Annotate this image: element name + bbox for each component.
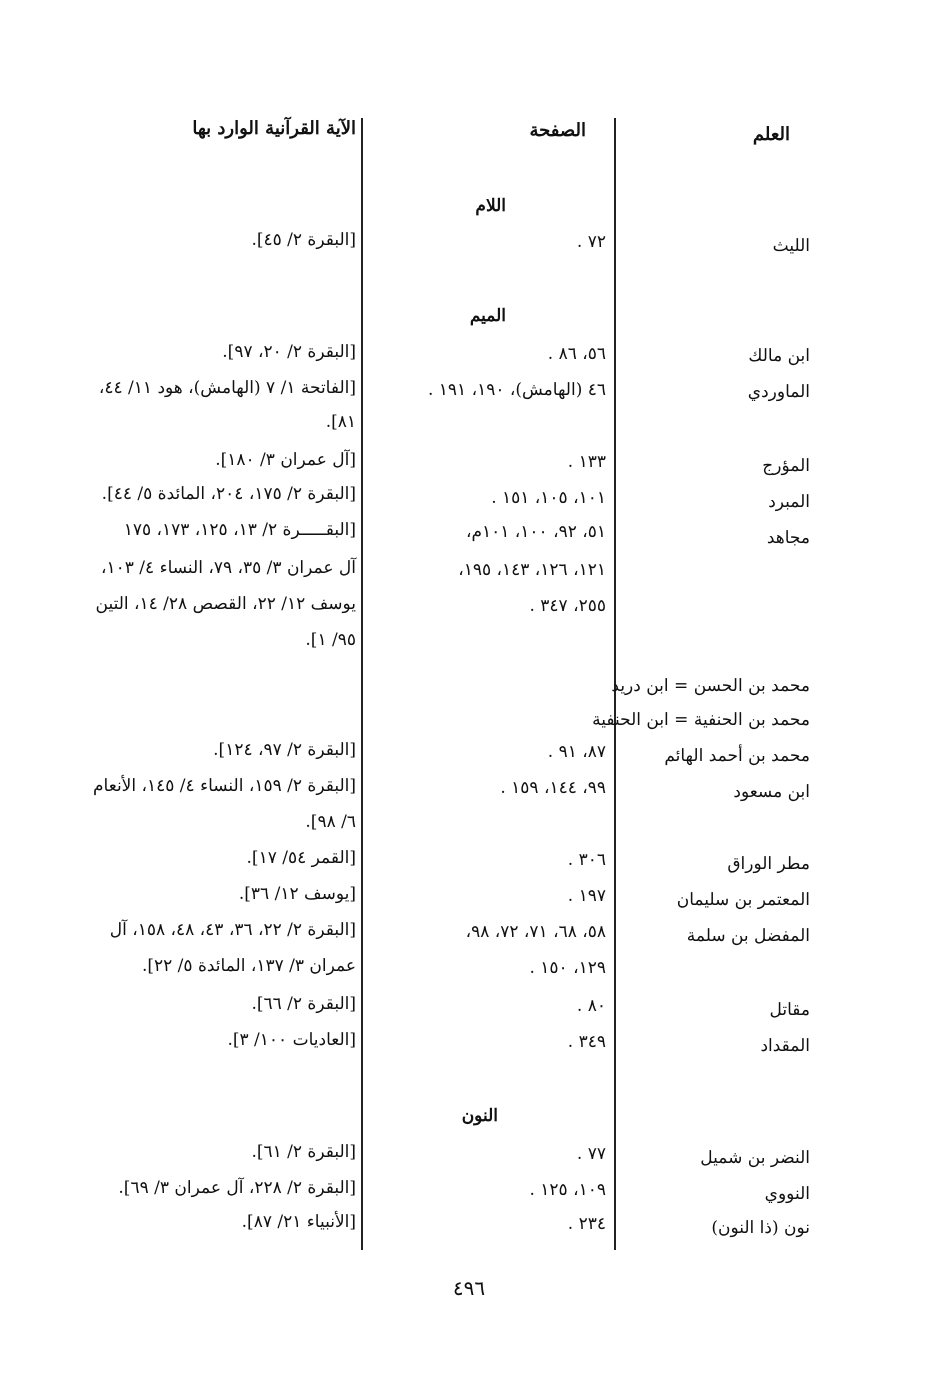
section-heading-nun: النون [461,1106,498,1126]
index-pages: ٤٦ (الهامش)، ١٩٠، ١٩١ . [427,380,606,400]
index-pages: ٣٠٦ . [567,850,606,870]
index-verse: آل عمران ٣/ ٣٥، ٧٩، النساء ٤/ ١٠٣، [100,558,356,578]
index-verse: [البقرة ٢/ ١٥٩، النساء ٤/ ١٤٥، الأنعام [93,776,356,796]
index-verse: [القمر ٥٤/ ١٧]. [246,848,356,868]
index-name: مطر الوراق [727,854,810,874]
index-name: النووي [764,1184,810,1204]
column-divider-left [361,118,363,1250]
index-name: النضر بن شميل [700,1148,810,1168]
index-pages: ٢٥٥، ٣٤٧ . [529,596,606,616]
index-name: مجاهد [766,528,810,548]
index-verse: ٩٥/ ١]. [305,630,356,650]
index-pages: ٩٩، ١٤٤، ١٥٩ . [500,778,606,798]
index-pages: ٧٧ . [576,1144,606,1164]
index-name: محمد بن أحمد الهائم [664,746,810,766]
index-verse: [البقرة ٢/ ٤٥]. [251,230,356,250]
index-verse: [الفاتحة ١/ ٧ (الهامش)، هود ١١/ ٤٤، [98,378,356,398]
index-pages: ١٣٣ . [567,452,606,472]
column-header-name: العلم [752,124,790,145]
index-name: الليث [772,236,810,256]
index-pages: ١٢١، ١٢٦، ١٤٣، ١٩٥، [458,560,606,580]
index-verse: [البقرة ٢/ ٦١]. [251,1142,356,1162]
index-verse: [البقرة ٢/ ٩٧، ١٢٤]. [213,740,356,760]
index-pages: ١٠٩، ١٢٥ . [529,1180,606,1200]
index-verse: يوسف ١٢/ ٢٢، القصص ٢٨/ ١٤، التين [95,594,356,614]
index-name: نون (ذا النون) [711,1218,810,1238]
index-verse: [البقرة ٢/ ٢٢، ٣٦، ٤٣، ٤٨، ١٥٨، آل [109,920,356,940]
index-name: محمد بن الحسن = ابن دريد [611,676,810,696]
index-name: مقاتل [769,1000,810,1020]
index-name: المقداد [760,1036,810,1056]
index-verse: [البقرة ٢/ ٢٢٨، آل عمران ٣/ ٦٩]. [118,1178,356,1198]
index-pages: ٧٢ . [576,232,606,252]
index-pages: ٥١، ٩٢، ١٠٠، ١٠١م، [465,522,606,542]
index-verse: عمران ٣/ ١٣٧، المائدة ٥/ ٢٢]. [141,956,356,976]
index-name: ابن مسعود [733,782,810,802]
index-name: المفضل بن سلمة [686,926,810,946]
section-heading-mim: الميم [469,306,506,326]
column-header-verses: الآية القرآنية الوارد بها [192,118,356,139]
index-name: الماوردي [747,382,810,402]
index-verse: [البقرة ٢/ ١٧٥، ٢٠٤، المائدة ٥/ ٤٤]. [101,484,356,504]
index-pages: ٢٣٤ . [567,1214,606,1234]
index-verse: ٦/ ٩٨]. [305,812,356,832]
index-name: ابن مالك [748,346,810,366]
page-number: ٤٩٦ [452,1276,486,1300]
index-pages: ٨٠ . [576,996,606,1016]
index-pages: ٣٤٩ . [567,1032,606,1052]
column-header-pages: الصفحة [529,120,586,141]
index-verse: [البقرة ٢/ ٦٦]. [251,994,356,1014]
index-pages: ٥٨، ٦٨، ٧١، ٧٢، ٩٨، [465,922,606,942]
index-name: المعتمر بن سليمان [676,890,810,910]
index-verse: [آل عمران ٣/ ١٨٠]. [215,450,356,470]
index-pages: ١٩٧ . [567,886,606,906]
index-pages: ١٠١، ١٠٥، ١٥١ . [491,488,606,508]
index-verse: [يوسف ١٢/ ٣٦]. [238,884,356,904]
index-pages: ١٢٩، ١٥٠ . [529,958,606,978]
index-name: محمد بن الحنفية = ابن الحنفية [592,710,810,730]
index-pages: ٥٦، ٨٦ . [547,344,606,364]
index-verse: [البقـــــرة ٢/ ١٣، ١٢٥، ١٧٣، ١٧٥ [123,520,356,540]
index-verse: ٨١]. [325,412,356,432]
section-heading-lam: اللام [475,196,506,216]
index-name: المبرد [768,492,810,512]
index-pages: ٨٧، ٩١ . [547,742,606,762]
index-verse: [العاديات ١٠٠/ ٣]. [227,1030,356,1050]
index-verse: [الأنبياء ٢١/ ٨٧]. [241,1212,356,1232]
index-verse: [البقرة ٢/ ٢٠، ٩٧]. [222,342,356,362]
index-name: المؤرج [762,456,810,476]
